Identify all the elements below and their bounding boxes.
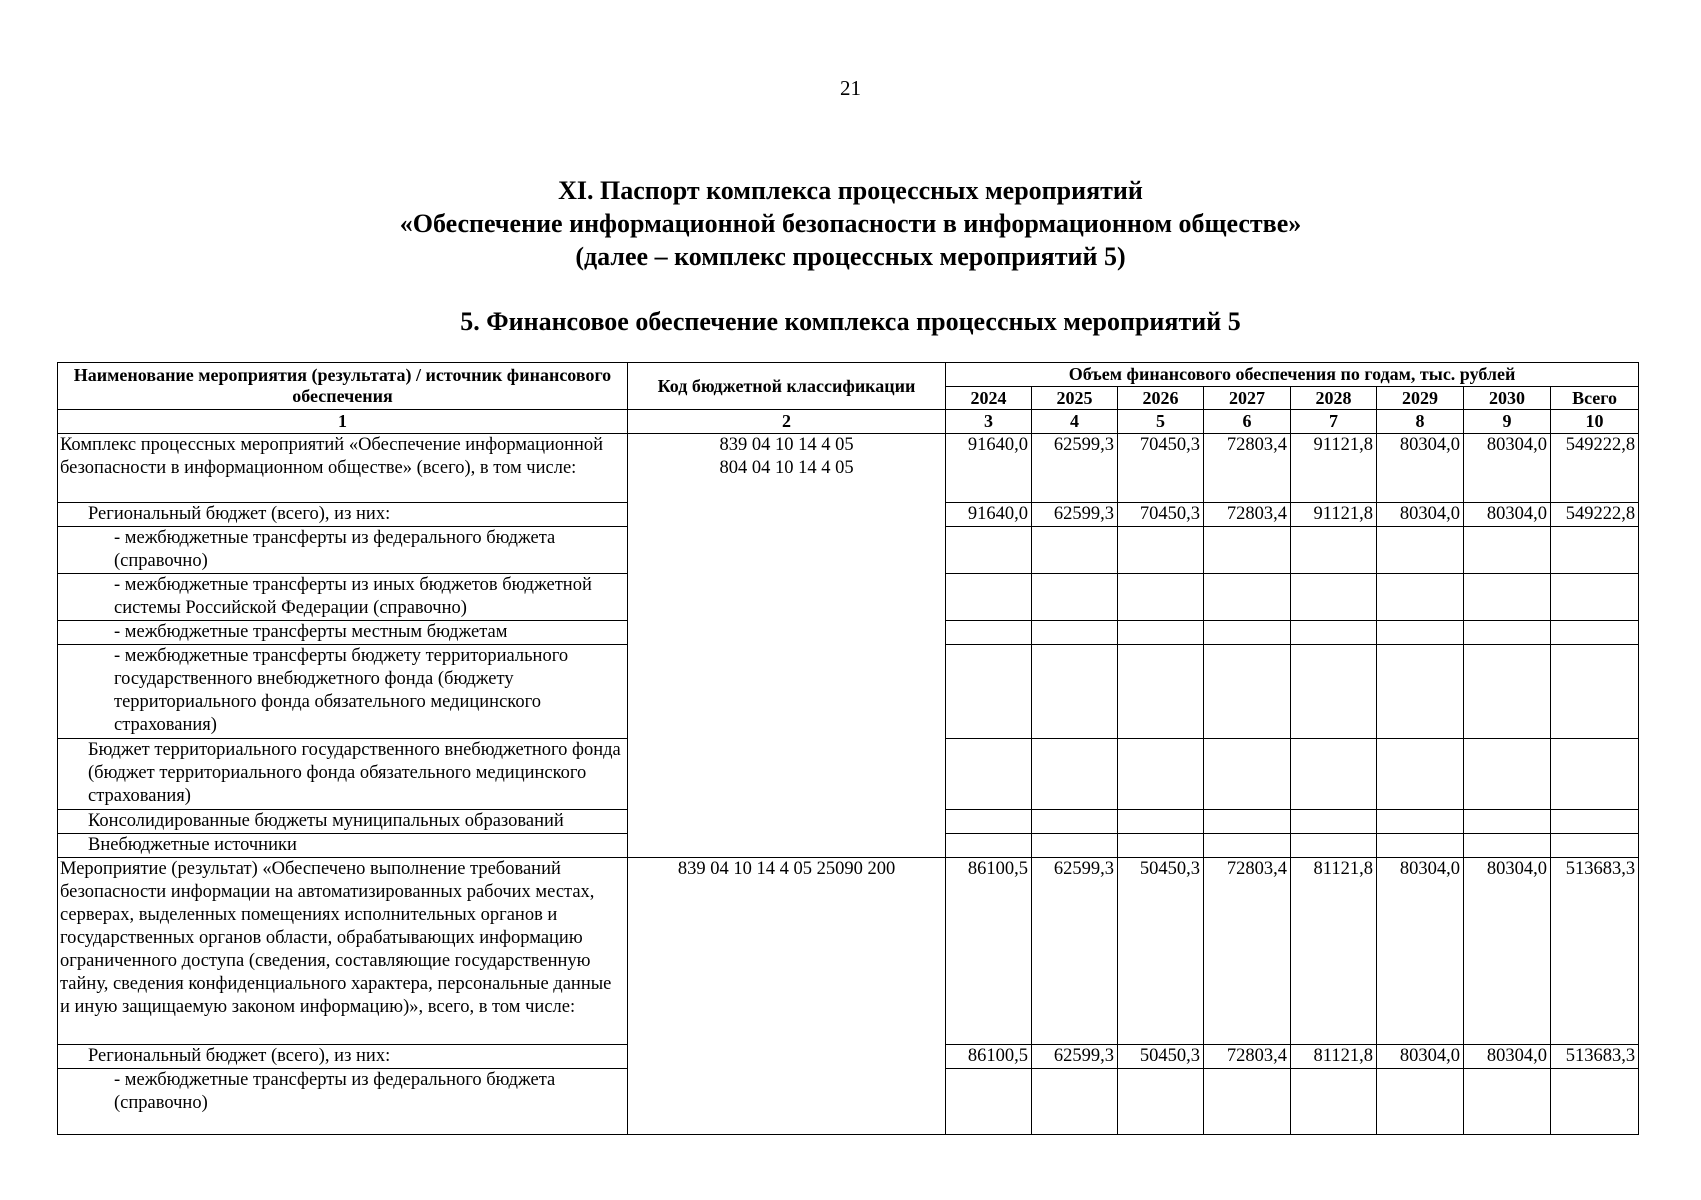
- value-cell: 80304,0: [1464, 434, 1551, 503]
- value-cell: [1118, 621, 1204, 645]
- value-cell: [1118, 574, 1204, 621]
- value-cell: [946, 739, 1032, 810]
- value-cell: [1464, 574, 1551, 621]
- row-label: - межбюджетные трансферты местным бюджетам: [58, 621, 628, 645]
- value-cell: [1551, 645, 1639, 739]
- value-cell: [1291, 645, 1377, 739]
- header-total: Всего: [1551, 387, 1639, 410]
- row-label: Региональный бюджет (всего), из них:: [58, 503, 628, 527]
- value-cell: [1291, 739, 1377, 810]
- header-year: 2025: [1032, 387, 1118, 410]
- value-cell: [1464, 621, 1551, 645]
- value-cell: [1032, 834, 1118, 858]
- row-label: - межбюджетные трансферты из федерального бюджета (справочно): [58, 1069, 628, 1135]
- row-label: Внебюджетные источники: [58, 834, 628, 858]
- value-cell: [1204, 810, 1291, 834]
- value-cell: [1377, 739, 1464, 810]
- value-cell: [1377, 527, 1464, 574]
- value-cell: [1204, 834, 1291, 858]
- value-cell: [1464, 1069, 1551, 1135]
- column-number: 3: [946, 410, 1032, 434]
- value-cell: 72803,4: [1204, 1045, 1291, 1069]
- value-cell: [946, 527, 1032, 574]
- value-cell: [1377, 645, 1464, 739]
- header-volume: Объем финансового обеспечения по годам, тыс. рублей: [946, 363, 1639, 387]
- value-cell: 80304,0: [1464, 858, 1551, 1045]
- value-cell: [1118, 527, 1204, 574]
- value-cell: [1377, 574, 1464, 621]
- value-cell: [1204, 645, 1291, 739]
- value-cell: [1464, 527, 1551, 574]
- value-cell: [946, 810, 1032, 834]
- column-number: 4: [1032, 410, 1118, 434]
- row-label: Мероприятие (результат) «Обеспечено выполнение требований безопасности информации на автоматизированных рабочих местах, серверах, выделенных помещениях исполнительных органов и государственных органов области, обрабатывающих информацию ограниченного доступа (сведения, составляющие государственную тайну, сведения конфиденциального характера, персональные данные и иную защищаемую законом информацию)», всего, в том числе:: [58, 858, 628, 1045]
- value-cell: [1551, 574, 1639, 621]
- budget-code: 839 04 10 14 4 05 25090 200: [628, 858, 946, 1135]
- value-cell: [1204, 1069, 1291, 1135]
- value-cell: [1551, 1069, 1639, 1135]
- financing-table: [57, 362, 1639, 1135]
- value-cell: 86100,5: [946, 858, 1032, 1045]
- value-cell: [946, 645, 1032, 739]
- column-number: 9: [1464, 410, 1551, 434]
- column-number: 7: [1291, 410, 1377, 434]
- value-cell: [1118, 645, 1204, 739]
- value-cell: [1464, 810, 1551, 834]
- header-year: 2028: [1291, 387, 1377, 410]
- value-cell: 62599,3: [1032, 1045, 1118, 1069]
- value-cell: [1204, 527, 1291, 574]
- row-label: Консолидированные бюджеты муниципальных образований: [58, 810, 628, 834]
- value-cell: [1291, 574, 1377, 621]
- value-cell: [946, 1069, 1032, 1135]
- value-cell: [1204, 739, 1291, 810]
- column-number: 1: [58, 410, 628, 434]
- title-line: (далее – комплекс процессных мероприятий 5): [575, 242, 1126, 271]
- value-cell: 80304,0: [1377, 1045, 1464, 1069]
- value-cell: 62599,3: [1032, 434, 1118, 503]
- value-cell: [1464, 645, 1551, 739]
- value-cell: 513683,3: [1551, 1045, 1639, 1069]
- document-title: [0, 174, 1701, 273]
- value-cell: [1464, 834, 1551, 858]
- value-cell: [946, 574, 1032, 621]
- row-label: - межбюджетные трансферты из иных бюджетов бюджетной системы Российской Федерации (справочно): [58, 574, 628, 621]
- row-label: - межбюджетные трансферты бюджету территориального государственного внебюджетного фонда (бюджету территориального фонда обязательного медицинского страхования): [58, 645, 628, 739]
- value-cell: [1118, 834, 1204, 858]
- value-cell: 91121,8: [1291, 434, 1377, 503]
- value-cell: [1551, 810, 1639, 834]
- value-cell: 81121,8: [1291, 1045, 1377, 1069]
- value-cell: [1032, 810, 1118, 834]
- value-cell: 50450,3: [1118, 1045, 1204, 1069]
- value-cell: 80304,0: [1377, 503, 1464, 527]
- row-label: Комплекс процессных мероприятий «Обеспечение информационной безопасности в информационном обществе» (всего), в том числе:: [58, 434, 628, 503]
- value-cell: [1551, 739, 1639, 810]
- column-number: 6: [1204, 410, 1291, 434]
- column-number: 5: [1118, 410, 1204, 434]
- budget-code: 839 04 10 14 4 05: [719, 435, 854, 455]
- value-cell: [1032, 739, 1118, 810]
- budget-code: 804 04 10 14 4 05: [719, 458, 854, 478]
- value-cell: [1291, 834, 1377, 858]
- header-year: 2026: [1118, 387, 1204, 410]
- value-cell: 80304,0: [1464, 1045, 1551, 1069]
- row-label: Региональный бюджет (всего), из них:: [58, 1045, 628, 1069]
- value-cell: [1204, 621, 1291, 645]
- header-year: 2030: [1464, 387, 1551, 410]
- column-number: 8: [1377, 410, 1464, 434]
- header-year: 2024: [946, 387, 1032, 410]
- page-number: 21: [840, 76, 861, 100]
- value-cell: [1464, 739, 1551, 810]
- value-cell: [1032, 621, 1118, 645]
- value-cell: 549222,8: [1551, 503, 1639, 527]
- table-row: [58, 434, 1639, 503]
- column-number: 2: [628, 410, 946, 434]
- header-name: Наименование мероприятия (результата) / источник финансового обеспечения: [58, 363, 628, 410]
- value-cell: [1118, 810, 1204, 834]
- value-cell: [1118, 739, 1204, 810]
- value-cell: 72803,4: [1204, 503, 1291, 527]
- budget-code-cell: [628, 434, 946, 858]
- value-cell: [1291, 621, 1377, 645]
- value-cell: 91640,0: [946, 434, 1032, 503]
- value-cell: [1291, 1069, 1377, 1135]
- value-cell: 91640,0: [946, 503, 1032, 527]
- value-cell: [946, 621, 1032, 645]
- value-cell: 62599,3: [1032, 503, 1118, 527]
- value-cell: 80304,0: [1464, 503, 1551, 527]
- value-cell: 50450,3: [1118, 858, 1204, 1045]
- row-label: Бюджет территориального государственного внебюджетного фонда (бюджет территориального фонда обязательного медицинского страхования): [58, 739, 628, 810]
- value-cell: [1291, 810, 1377, 834]
- value-cell: 62599,3: [1032, 858, 1118, 1045]
- header-year: 2029: [1377, 387, 1464, 410]
- value-cell: [946, 834, 1032, 858]
- value-cell: [1118, 1069, 1204, 1135]
- value-cell: 72803,4: [1204, 434, 1291, 503]
- value-cell: 70450,3: [1118, 503, 1204, 527]
- column-number: 10: [1551, 410, 1639, 434]
- value-cell: [1551, 834, 1639, 858]
- value-cell: [1377, 834, 1464, 858]
- value-cell: [1204, 574, 1291, 621]
- value-cell: [1551, 621, 1639, 645]
- value-cell: 513683,3: [1551, 858, 1639, 1045]
- value-cell: [1291, 527, 1377, 574]
- header-year: 2027: [1204, 387, 1291, 410]
- value-cell: 91121,8: [1291, 503, 1377, 527]
- value-cell: [1032, 645, 1118, 739]
- value-cell: 81121,8: [1291, 858, 1377, 1045]
- value-cell: [1551, 527, 1639, 574]
- value-cell: [1377, 621, 1464, 645]
- row-label: - межбюджетные трансферты из федерального бюджета (справочно): [58, 527, 628, 574]
- value-cell: [1032, 527, 1118, 574]
- title-line: XI. Паспорт комплекса процессных мероприятий: [558, 176, 1143, 205]
- title-line: «Обеспечение информационной безопасности в информационном обществе»: [399, 209, 1302, 238]
- value-cell: [1377, 810, 1464, 834]
- table-row: [58, 858, 1639, 1045]
- value-cell: 70450,3: [1118, 434, 1204, 503]
- value-cell: 86100,5: [946, 1045, 1032, 1069]
- value-cell: [1032, 574, 1118, 621]
- section-title: 5. Финансовое обеспечение комплекса процессных мероприятий 5: [460, 307, 1241, 336]
- value-cell: 72803,4: [1204, 858, 1291, 1045]
- value-cell: 80304,0: [1377, 858, 1464, 1045]
- value-cell: 549222,8: [1551, 434, 1639, 503]
- value-cell: [1377, 1069, 1464, 1135]
- value-cell: 80304,0: [1377, 434, 1464, 503]
- header-code: Код бюджетной классификации: [628, 363, 946, 410]
- value-cell: [1032, 1069, 1118, 1135]
